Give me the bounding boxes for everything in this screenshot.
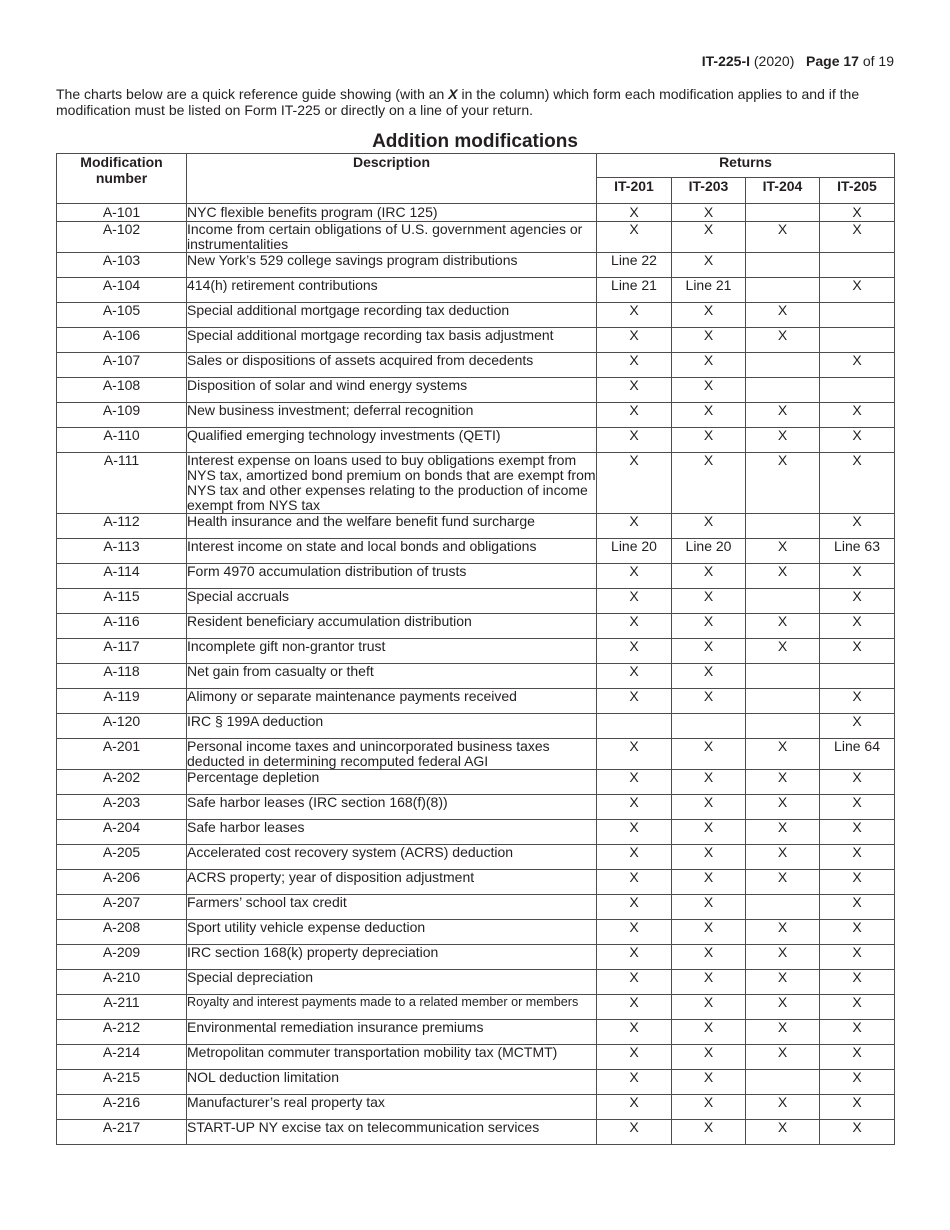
it-204-cell: X bbox=[746, 820, 820, 845]
description-cell: Qualified emerging technology investments (QETI) bbox=[187, 428, 597, 453]
modification-number-cell: A-107 bbox=[57, 353, 187, 378]
it-201-cell: X bbox=[597, 204, 672, 222]
it-205-cell: X bbox=[820, 970, 895, 995]
table-row bbox=[57, 222, 895, 253]
modification-number-cell: A-210 bbox=[57, 970, 187, 995]
description-cell: New business investment; deferral recognition bbox=[187, 403, 597, 428]
description-cell: ACRS property; year of disposition adjustment bbox=[187, 870, 597, 895]
it-205-cell: X bbox=[820, 564, 895, 589]
it-204-cell bbox=[746, 353, 820, 378]
it-205-cell: X bbox=[820, 403, 895, 428]
it-204-cell bbox=[746, 895, 820, 920]
it-203-cell: Line 20 bbox=[672, 539, 746, 564]
it-204-cell: X bbox=[746, 995, 820, 1020]
it-204-cell: X bbox=[746, 539, 820, 564]
it-204-cell: X bbox=[746, 1045, 820, 1070]
it-204-cell bbox=[746, 689, 820, 714]
table-row bbox=[57, 1095, 895, 1120]
it-204-cell: X bbox=[746, 639, 820, 664]
it-204-cell bbox=[746, 253, 820, 278]
description-cell: NYC flexible benefits program (IRC 125) bbox=[187, 204, 597, 222]
it-203-cell: X bbox=[672, 845, 746, 870]
modification-number-cell: A-101 bbox=[57, 204, 187, 222]
table-row bbox=[57, 1070, 895, 1095]
description-cell: IRC § 199A deduction bbox=[187, 714, 597, 739]
it-204-cell bbox=[746, 204, 820, 222]
it-203-cell: X bbox=[672, 1095, 746, 1120]
it-201-cell: X bbox=[597, 995, 672, 1020]
it-203-cell: X bbox=[672, 1045, 746, 1070]
modification-number-cell: A-103 bbox=[57, 253, 187, 278]
modification-number-cell: A-104 bbox=[57, 278, 187, 303]
it-204-cell bbox=[746, 514, 820, 539]
it-205-cell: X bbox=[820, 1045, 895, 1070]
header-description: Description bbox=[187, 154, 597, 204]
table-row bbox=[57, 428, 895, 453]
table-row bbox=[57, 253, 895, 278]
description-cell: Net gain from casualty or theft bbox=[187, 664, 597, 689]
modification-number-cell: A-120 bbox=[57, 714, 187, 739]
it-203-cell: X bbox=[672, 614, 746, 639]
description-cell: START-UP NY excise tax on telecommunication services bbox=[187, 1120, 597, 1145]
it-201-cell: X bbox=[597, 639, 672, 664]
table-row bbox=[57, 945, 895, 970]
modification-number-cell: A-209 bbox=[57, 945, 187, 970]
it-201-cell: X bbox=[597, 845, 672, 870]
it-203-cell: X bbox=[672, 639, 746, 664]
it-205-cell bbox=[820, 253, 895, 278]
it-205-cell: X bbox=[820, 1020, 895, 1045]
it-205-cell: X bbox=[820, 689, 895, 714]
it-203-cell: X bbox=[672, 895, 746, 920]
description-cell: Form 4970 accumulation distribution of trusts bbox=[187, 564, 597, 589]
it-204-cell: X bbox=[746, 920, 820, 945]
it-204-cell: X bbox=[746, 739, 820, 770]
header-it-205: IT-205 bbox=[820, 178, 895, 204]
description-cell: Special additional mortgage recording tax basis adjustment bbox=[187, 328, 597, 353]
table-row bbox=[57, 378, 895, 403]
it-204-cell: X bbox=[746, 428, 820, 453]
it-201-cell: X bbox=[597, 222, 672, 253]
table-row bbox=[57, 514, 895, 539]
modification-number-cell: A-115 bbox=[57, 589, 187, 614]
it-204-cell: X bbox=[746, 453, 820, 514]
it-203-cell: X bbox=[672, 353, 746, 378]
it-205-cell: X bbox=[820, 870, 895, 895]
intro-text-1: The charts below are a quick reference guide showing (with an bbox=[56, 86, 449, 102]
it-203-cell: X bbox=[672, 870, 746, 895]
table-row bbox=[57, 795, 895, 820]
form-id: IT-225-I bbox=[701, 53, 750, 69]
it-203-cell: X bbox=[672, 689, 746, 714]
it-201-cell: X bbox=[597, 820, 672, 845]
modification-number-cell: A-118 bbox=[57, 664, 187, 689]
it-203-cell: X bbox=[672, 453, 746, 514]
description-cell: Safe harbor leases bbox=[187, 820, 597, 845]
modification-number-cell: A-206 bbox=[57, 870, 187, 895]
it-201-cell: X bbox=[597, 664, 672, 689]
it-205-cell: X bbox=[820, 770, 895, 795]
it-205-cell: X bbox=[820, 428, 895, 453]
description-cell: Safe harbor leases (IRC section 168(f)(8)) bbox=[187, 795, 597, 820]
form-year: (2020) bbox=[753, 53, 795, 69]
table-row bbox=[57, 845, 895, 870]
it-205-cell: X bbox=[820, 614, 895, 639]
it-205-cell: Line 64 bbox=[820, 739, 895, 770]
it-204-cell: X bbox=[746, 222, 820, 253]
modification-number-cell: A-109 bbox=[57, 403, 187, 428]
description-cell: Sport utility vehicle expense deduction bbox=[187, 920, 597, 945]
table-row bbox=[57, 328, 895, 353]
description-cell: Metropolitan commuter transportation mobility tax (MCTMT) bbox=[187, 1045, 597, 1070]
it-205-cell: X bbox=[820, 1070, 895, 1095]
page-total: of 19 bbox=[862, 53, 894, 69]
it-201-cell bbox=[597, 714, 672, 739]
it-203-cell: X bbox=[672, 820, 746, 845]
it-205-cell: X bbox=[820, 453, 895, 514]
description-cell: Alimony or separate maintenance payments received bbox=[187, 689, 597, 714]
it-201-cell: X bbox=[597, 303, 672, 328]
table-row bbox=[57, 995, 895, 1020]
table-row bbox=[57, 403, 895, 428]
it-204-cell: X bbox=[746, 945, 820, 970]
it-205-cell: X bbox=[820, 845, 895, 870]
description-cell: Environmental remediation insurance premiums bbox=[187, 1020, 597, 1045]
it-205-cell: Line 63 bbox=[820, 539, 895, 564]
modification-number-cell: A-205 bbox=[57, 845, 187, 870]
description-cell: Percentage depletion bbox=[187, 770, 597, 795]
modification-number-cell: A-112 bbox=[57, 514, 187, 539]
table-row bbox=[57, 303, 895, 328]
it-204-cell: X bbox=[746, 564, 820, 589]
it-201-cell: X bbox=[597, 1020, 672, 1045]
modification-number-cell: A-119 bbox=[57, 689, 187, 714]
modification-number-cell: A-111 bbox=[57, 453, 187, 514]
it-204-cell bbox=[746, 378, 820, 403]
page-header bbox=[702, 53, 894, 69]
it-204-cell: X bbox=[746, 870, 820, 895]
it-201-cell: X bbox=[597, 770, 672, 795]
it-204-cell: X bbox=[746, 1120, 820, 1145]
it-204-cell bbox=[746, 278, 820, 303]
description-cell: Interest income on state and local bonds and obligations bbox=[187, 539, 597, 564]
description-cell: Special additional mortgage recording tax deduction bbox=[187, 303, 597, 328]
it-203-cell: X bbox=[672, 1020, 746, 1045]
it-205-cell bbox=[820, 328, 895, 353]
page-number: Page 17 bbox=[806, 53, 859, 69]
it-204-cell bbox=[746, 1070, 820, 1095]
it-201-cell: X bbox=[597, 453, 672, 514]
it-201-cell: X bbox=[597, 614, 672, 639]
description-cell: Income from certain obligations of U.S. government agencies or instrumentalities bbox=[187, 222, 597, 253]
it-201-cell: X bbox=[597, 739, 672, 770]
table-row bbox=[57, 920, 895, 945]
it-205-cell: X bbox=[820, 204, 895, 222]
table-row bbox=[57, 714, 895, 739]
table-row bbox=[57, 770, 895, 795]
it-205-cell: X bbox=[820, 945, 895, 970]
it-204-cell: X bbox=[746, 403, 820, 428]
description-cell: IRC section 168(k) property depreciation bbox=[187, 945, 597, 970]
table-row bbox=[57, 895, 895, 920]
it-203-cell: X bbox=[672, 970, 746, 995]
table-row bbox=[57, 739, 895, 770]
table-row bbox=[57, 1020, 895, 1045]
table-row bbox=[57, 204, 895, 222]
table-row bbox=[57, 539, 895, 564]
it-203-cell: X bbox=[672, 564, 746, 589]
it-203-cell: X bbox=[672, 1120, 746, 1145]
it-205-cell bbox=[820, 378, 895, 403]
it-203-cell: X bbox=[672, 222, 746, 253]
it-201-cell: X bbox=[597, 795, 672, 820]
table-row bbox=[57, 870, 895, 895]
modification-number-cell: A-208 bbox=[57, 920, 187, 945]
it-204-cell bbox=[746, 589, 820, 614]
description-cell: Incomplete gift non-grantor trust bbox=[187, 639, 597, 664]
modifications-table bbox=[56, 153, 895, 1145]
it-201-cell: X bbox=[597, 378, 672, 403]
it-203-cell: X bbox=[672, 303, 746, 328]
it-203-cell: X bbox=[672, 739, 746, 770]
it-203-cell: X bbox=[672, 403, 746, 428]
modification-number-cell: A-106 bbox=[57, 328, 187, 353]
description-cell: Interest expense on loans used to buy obligations exempt from NYS tax, amortized bond premium on bonds that are exempt from NYS tax and other expenses relating to the production of income exempt from NYS tax bbox=[187, 452, 596, 513]
it-203-cell: X bbox=[672, 204, 746, 222]
it-205-cell: X bbox=[820, 995, 895, 1020]
it-205-cell bbox=[820, 664, 895, 689]
description-cell: Sales or dispositions of assets acquired from decedents bbox=[187, 353, 597, 378]
it-203-cell: X bbox=[672, 995, 746, 1020]
it-204-cell: X bbox=[746, 970, 820, 995]
description-cell: Manufacturer’s real property tax bbox=[187, 1095, 597, 1120]
it-205-cell: X bbox=[820, 639, 895, 664]
description-cell: 414(h) retirement contributions bbox=[187, 278, 597, 303]
modification-number-cell: A-211 bbox=[57, 995, 187, 1020]
modification-number-cell: A-113 bbox=[57, 539, 187, 564]
it-201-cell: Line 22 bbox=[597, 253, 672, 278]
it-203-cell: X bbox=[672, 1070, 746, 1095]
table-row bbox=[57, 589, 895, 614]
header-returns: Returns bbox=[597, 154, 895, 178]
it-201-cell: X bbox=[597, 870, 672, 895]
modification-number-cell: A-114 bbox=[57, 564, 187, 589]
header-modification-number: Modification number bbox=[57, 154, 187, 204]
it-203-cell: X bbox=[672, 378, 746, 403]
description-cell: Disposition of solar and wind energy systems bbox=[187, 378, 597, 403]
modification-number-cell: A-116 bbox=[57, 614, 187, 639]
it-205-cell: X bbox=[820, 514, 895, 539]
table-row bbox=[57, 970, 895, 995]
it-201-cell: X bbox=[597, 1095, 672, 1120]
it-205-cell: X bbox=[820, 1095, 895, 1120]
it-201-cell: Line 20 bbox=[597, 539, 672, 564]
it-205-cell: X bbox=[820, 920, 895, 945]
it-201-cell: X bbox=[597, 564, 672, 589]
table-row bbox=[57, 639, 895, 664]
intro-x-mark: X bbox=[448, 86, 458, 102]
modification-number-cell: A-217 bbox=[57, 1120, 187, 1145]
it-203-cell: X bbox=[672, 795, 746, 820]
it-203-cell: X bbox=[672, 770, 746, 795]
it-204-cell: X bbox=[746, 845, 820, 870]
it-204-cell: X bbox=[746, 795, 820, 820]
table-row bbox=[57, 1120, 895, 1145]
description-cell: Special accruals bbox=[187, 589, 597, 614]
it-205-cell: X bbox=[820, 222, 895, 253]
it-201-cell: X bbox=[597, 428, 672, 453]
table-row bbox=[57, 689, 895, 714]
it-201-cell: X bbox=[597, 1070, 672, 1095]
header-it-204: IT-204 bbox=[746, 178, 820, 204]
it-205-cell: X bbox=[820, 895, 895, 920]
it-204-cell: X bbox=[746, 328, 820, 353]
it-204-cell: X bbox=[746, 614, 820, 639]
it-201-cell: Line 21 bbox=[597, 278, 672, 303]
it-201-cell: X bbox=[597, 403, 672, 428]
table-row bbox=[57, 278, 895, 303]
it-201-cell: X bbox=[597, 689, 672, 714]
intro-text-2: in the column) which form each modification applies to and if the modification must be listed on Form IT-225 or directly on a line of your return. bbox=[56, 86, 860, 118]
description-cell: Accelerated cost recovery system (ACRS) deduction bbox=[187, 845, 597, 870]
description-cell: Personal income taxes and unincorporated business taxes deducted in determining recomputed federal AGI bbox=[187, 739, 597, 770]
it-203-cell: X bbox=[672, 428, 746, 453]
modification-number-cell: A-214 bbox=[57, 1045, 187, 1070]
it-201-cell: X bbox=[597, 328, 672, 353]
description-cell: NOL deduction limitation bbox=[187, 1070, 597, 1095]
it-201-cell: X bbox=[597, 970, 672, 995]
description-cell: Farmers’ school tax credit bbox=[187, 895, 597, 920]
modification-number-cell: A-212 bbox=[57, 1020, 187, 1045]
table-row bbox=[57, 1045, 895, 1070]
modification-number-cell: A-110 bbox=[57, 428, 187, 453]
it-204-cell: X bbox=[746, 303, 820, 328]
modification-number-cell: A-207 bbox=[57, 895, 187, 920]
it-205-cell: X bbox=[820, 795, 895, 820]
it-205-cell: X bbox=[820, 1120, 895, 1145]
modification-number-cell: A-201 bbox=[57, 739, 187, 770]
it-204-cell bbox=[746, 714, 820, 739]
modification-number-cell: A-203 bbox=[57, 795, 187, 820]
it-201-cell: X bbox=[597, 945, 672, 970]
modification-number-cell: A-216 bbox=[57, 1095, 187, 1120]
it-205-cell: X bbox=[820, 278, 895, 303]
header-it-203: IT-203 bbox=[672, 178, 746, 204]
modification-number-cell: A-117 bbox=[57, 639, 187, 664]
table-row bbox=[57, 353, 895, 378]
it-201-cell: X bbox=[597, 514, 672, 539]
intro-paragraph bbox=[56, 86, 896, 118]
it-203-cell: Line 21 bbox=[672, 278, 746, 303]
it-201-cell: X bbox=[597, 1045, 672, 1070]
modification-number-cell: A-215 bbox=[57, 1070, 187, 1095]
it-201-cell: X bbox=[597, 920, 672, 945]
it-204-cell bbox=[746, 664, 820, 689]
it-203-cell: X bbox=[672, 920, 746, 945]
modification-number-cell: A-204 bbox=[57, 820, 187, 845]
it-203-cell bbox=[672, 714, 746, 739]
it-201-cell: X bbox=[597, 1120, 672, 1145]
it-205-cell bbox=[820, 303, 895, 328]
modification-number-cell: A-105 bbox=[57, 303, 187, 328]
table-body bbox=[57, 204, 895, 1145]
it-203-cell: X bbox=[672, 514, 746, 539]
it-203-cell: X bbox=[672, 328, 746, 353]
table-row bbox=[57, 453, 895, 514]
modification-number-cell: A-202 bbox=[57, 770, 187, 795]
description-cell: Health insurance and the welfare benefit fund surcharge bbox=[187, 514, 597, 539]
modification-number-cell: A-108 bbox=[57, 378, 187, 403]
it-203-cell: X bbox=[672, 945, 746, 970]
it-201-cell: X bbox=[597, 895, 672, 920]
section-title: Addition modifications bbox=[372, 131, 578, 152]
modification-number-cell: A-102 bbox=[57, 222, 187, 253]
it-205-cell: X bbox=[820, 714, 895, 739]
table-row bbox=[57, 820, 895, 845]
description-cell: Special depreciation bbox=[187, 970, 597, 995]
it-204-cell: X bbox=[746, 770, 820, 795]
header-it-201: IT-201 bbox=[597, 178, 672, 204]
it-203-cell: X bbox=[672, 589, 746, 614]
it-201-cell: X bbox=[597, 589, 672, 614]
description-cell: Royalty and interest payments made to a related member or members bbox=[187, 995, 597, 1020]
description-cell: Resident beneficiary accumulation distribution bbox=[187, 614, 597, 639]
it-203-cell: X bbox=[672, 253, 746, 278]
it-203-cell: X bbox=[672, 664, 746, 689]
table-row bbox=[57, 664, 895, 689]
it-204-cell: X bbox=[746, 1020, 820, 1045]
it-205-cell: X bbox=[820, 589, 895, 614]
table-row bbox=[57, 614, 895, 639]
description-cell: New York’s 529 college savings program distributions bbox=[187, 253, 597, 278]
table-row bbox=[57, 564, 895, 589]
it-205-cell: X bbox=[820, 820, 895, 845]
it-204-cell: X bbox=[746, 1095, 820, 1120]
it-201-cell: X bbox=[597, 353, 672, 378]
it-205-cell: X bbox=[820, 353, 895, 378]
